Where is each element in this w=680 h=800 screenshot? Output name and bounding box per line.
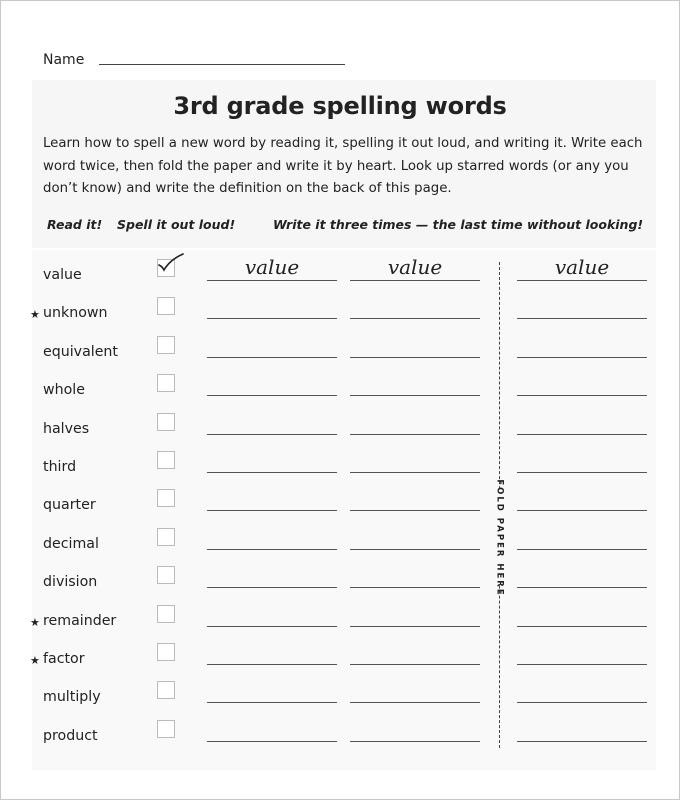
- word-row: [0, 303, 680, 341]
- write-line-1[interactable]: [207, 280, 337, 281]
- column-header-spell: Spell it out loud!: [117, 217, 236, 232]
- spelling-word: halves: [43, 420, 90, 437]
- handwritten-word: value: [554, 255, 610, 279]
- word-row: [0, 687, 680, 725]
- write-line-2[interactable]: [350, 434, 480, 435]
- write-line-3[interactable]: [517, 741, 647, 742]
- write-line-2[interactable]: [350, 510, 480, 511]
- word-row: [0, 342, 680, 380]
- write-line-1[interactable]: [207, 357, 337, 358]
- write-line-2[interactable]: [350, 357, 480, 358]
- write-line-1[interactable]: [207, 395, 337, 396]
- checkmark-icon: [156, 253, 186, 275]
- star-icon: ★: [30, 615, 40, 629]
- spelling-word: unknown: [43, 305, 108, 322]
- spelling-word: multiply: [43, 689, 101, 706]
- spell-checkbox[interactable]: [157, 336, 175, 354]
- write-line-2[interactable]: [350, 395, 480, 396]
- word-row: [0, 649, 680, 687]
- column-header-read: Read it!: [47, 217, 103, 232]
- write-line-1[interactable]: [207, 664, 337, 665]
- write-line-3[interactable]: [517, 357, 647, 358]
- handwritten-word: value: [244, 255, 300, 279]
- spelling-word: product: [43, 727, 98, 744]
- word-row: [0, 457, 680, 495]
- spelling-word: decimal: [43, 535, 99, 552]
- write-line-1[interactable]: [207, 318, 337, 319]
- spell-checkbox[interactable]: [157, 259, 175, 277]
- spell-checkbox[interactable]: [157, 451, 175, 469]
- write-line-1[interactable]: [207, 741, 337, 742]
- write-line-3[interactable]: [517, 626, 647, 627]
- star-icon: ★: [30, 654, 40, 667]
- word-row: [0, 380, 680, 418]
- spelling-word: value: [43, 267, 82, 283]
- write-line-3[interactable]: [517, 318, 647, 319]
- spelling-word: equivalent: [43, 343, 118, 360]
- word-row: [0, 419, 680, 457]
- column-header-write: Write it three times — the last time without looking!: [273, 217, 644, 232]
- word-row: [0, 611, 680, 649]
- spelling-word: remainder: [43, 612, 117, 629]
- star-icon: ★: [30, 308, 40, 322]
- write-line-2[interactable]: [350, 741, 480, 742]
- write-line-2[interactable]: [350, 702, 480, 703]
- word-row: [0, 726, 680, 764]
- spell-checkbox[interactable]: [157, 681, 175, 699]
- write-line-3[interactable]: [517, 549, 647, 550]
- name-field-line[interactable]: [99, 64, 345, 65]
- spelling-word: quarter: [43, 497, 96, 514]
- write-line-1[interactable]: [207, 434, 337, 435]
- write-line-3[interactable]: [517, 510, 647, 511]
- spell-checkbox[interactable]: [157, 413, 175, 431]
- write-line-3[interactable]: [517, 587, 647, 588]
- write-line-2[interactable]: [350, 587, 480, 588]
- write-line-3[interactable]: [517, 472, 647, 473]
- spelling-word: whole: [43, 382, 85, 399]
- spell-checkbox[interactable]: [157, 566, 175, 584]
- handwritten-word: value: [387, 255, 443, 279]
- write-line-2[interactable]: [350, 472, 480, 473]
- write-line-3[interactable]: [517, 395, 647, 396]
- spell-checkbox[interactable]: [157, 643, 175, 661]
- word-row: [0, 572, 680, 610]
- write-line-1[interactable]: [207, 510, 337, 511]
- spell-checkbox[interactable]: [157, 374, 175, 392]
- spell-checkbox[interactable]: [157, 297, 175, 315]
- write-line-3[interactable]: [517, 664, 647, 665]
- name-label: Name: [43, 52, 85, 68]
- write-line-2[interactable]: [350, 549, 480, 550]
- spelling-word: division: [43, 574, 98, 591]
- page-title: 3rd grade spelling words: [173, 92, 507, 120]
- fold-label-text: FOLD PAPER HERE: [495, 479, 505, 597]
- spelling-word: third: [43, 459, 77, 475]
- spelling-word: factor: [43, 651, 85, 667]
- word-row: [0, 534, 680, 572]
- word-row: [0, 255, 680, 303]
- word-row: [0, 495, 680, 533]
- spell-checkbox[interactable]: [157, 489, 175, 507]
- write-line-3[interactable]: [517, 702, 647, 703]
- instructions-text: Learn how to spell a new word by reading it, spelling it out loud, and writing it. Write each word twice, then fold the paper and write it by heart. Look up starred words (or any you don’t know) and write the definition on the back of this page.: [43, 136, 643, 196]
- write-line-3[interactable]: [517, 280, 647, 281]
- write-line-2[interactable]: [350, 318, 480, 319]
- write-line-2[interactable]: [350, 664, 480, 665]
- fold-label: [493, 479, 507, 597]
- write-line-1[interactable]: [207, 626, 337, 627]
- write-line-1[interactable]: [207, 587, 337, 588]
- write-line-2[interactable]: [350, 280, 480, 281]
- spell-checkbox[interactable]: [157, 528, 175, 546]
- write-line-2[interactable]: [350, 626, 480, 627]
- spell-checkbox[interactable]: [157, 720, 175, 738]
- write-line-1[interactable]: [207, 702, 337, 703]
- write-line-3[interactable]: [517, 434, 647, 435]
- spell-checkbox[interactable]: [157, 605, 175, 623]
- write-line-1[interactable]: [207, 472, 337, 473]
- write-line-1[interactable]: [207, 549, 337, 550]
